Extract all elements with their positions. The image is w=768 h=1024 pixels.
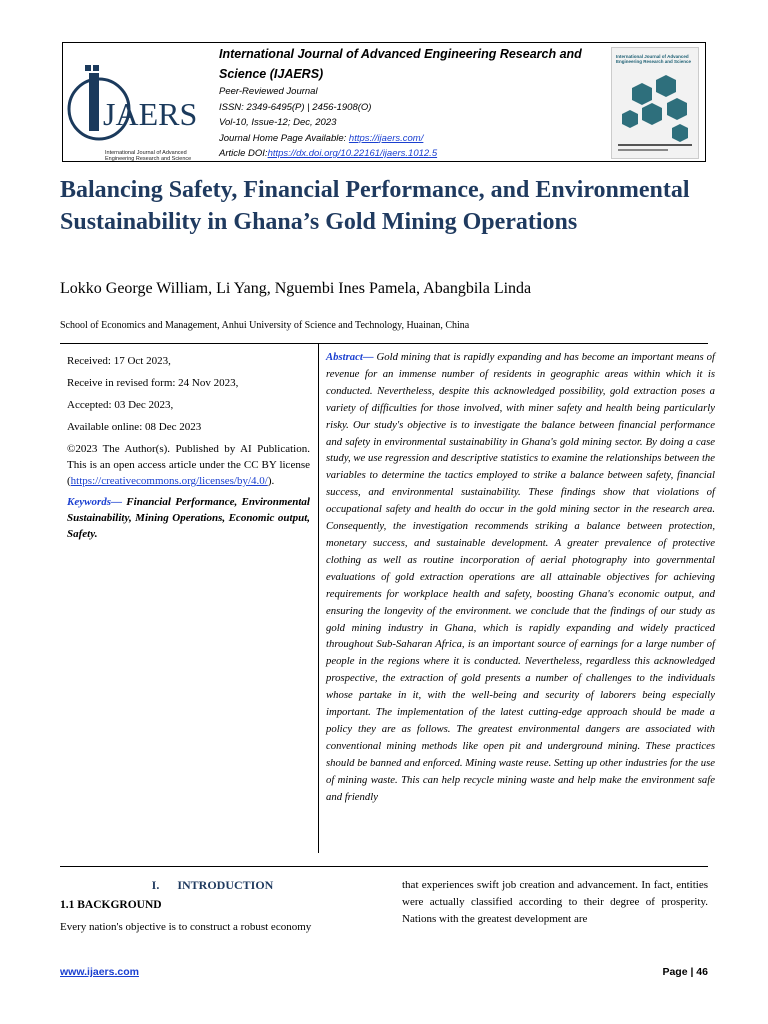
abstract bbox=[326, 349, 715, 805]
journal-title: International Journal of Advanced Engineering Research and Science (IJAERS) bbox=[219, 47, 582, 81]
homepage-line: Journal Home Page Available: https://ijaers.com/ bbox=[219, 132, 424, 144]
journal-cover-image bbox=[611, 47, 699, 159]
logo-subtitle: International Journal of Advanced Engineering Research and Science bbox=[105, 150, 192, 162]
column-divider bbox=[318, 343, 319, 853]
hexagon-cubes-icon bbox=[612, 48, 698, 158]
page-number: Page | 46 bbox=[662, 966, 708, 978]
cover-title: International Journal of Advanced Engineering Research and Science bbox=[616, 54, 692, 64]
abstract-label: Abstract— bbox=[326, 351, 374, 363]
license-link[interactable]: https://creativecommons.org/licenses/by/4.0/ bbox=[70, 475, 268, 487]
affiliation: School of Economics and Management, Anhui University of Science and Technology, Huainan, China bbox=[60, 320, 470, 331]
keywords bbox=[67, 494, 310, 542]
ijaers-logo-icon bbox=[65, 63, 215, 143]
keywords-text: Financial Performance, Environmental Sustainability, Mining Operations, Economic output, Safety. bbox=[67, 496, 310, 540]
article-info bbox=[67, 350, 310, 542]
footer-website-link[interactable]: www.ijaers.com bbox=[60, 966, 139, 978]
online-date: Available online: 08 Dec 2023 bbox=[67, 421, 202, 433]
author-list: Lokko George William, Li Yang, Nguembi Ines Pamela, Abangbila Linda bbox=[60, 280, 532, 297]
issn: ISSN: 2349-6495(P) | 2456-1908(O) bbox=[219, 101, 372, 113]
divider-bottom bbox=[60, 866, 708, 867]
body-text-right: that experiences swift job creation and advancement. In fact, entities were actually classified according to their degree of prosperity. Nations with the greatest development are bbox=[402, 879, 708, 925]
journal-logo bbox=[65, 63, 215, 162]
homepage-link[interactable]: https://ijaers.com/ bbox=[348, 132, 424, 144]
journal-header bbox=[62, 42, 706, 162]
doi-line: Article DOI:https://dx.doi.org/10.22161/ijaers.1012.5 bbox=[219, 148, 438, 159]
svg-text:JAERS: JAERS bbox=[103, 96, 198, 132]
article-dates bbox=[67, 350, 310, 438]
section-heading-introduction: I. INTRODUCTION bbox=[151, 878, 274, 892]
volume-issue: Vol-10, Issue-12; Dec, 2023 bbox=[219, 117, 337, 128]
revised-date: Receive in revised form: 24 Nov 2023, bbox=[67, 377, 239, 389]
body-text-left: Every nation's objective is to construct a robust economy bbox=[60, 921, 312, 933]
keywords-label: Keywords— bbox=[67, 496, 122, 508]
peer-reviewed: Peer-Reviewed Journal bbox=[219, 86, 318, 97]
accepted-date: Accepted: 03 Dec 2023, bbox=[67, 399, 174, 411]
divider-top bbox=[60, 343, 708, 344]
paper-title: Balancing Safety, Financial Performance, and Environmental Sustainability in Ghana’s Gold Mining Operations bbox=[60, 177, 690, 235]
abstract-text: Gold mining that is rapidly expanding and has become an important means of revenue for an immense number of residents in geographic areas within which it is conducted. Nevertheless, despite this acknowledged possibility, gold extraction poses a variety of difficulties for those involved, with miner safety and health being particularly risky. Our study's objective is to investigate the balance between financial performance and safety in environmental sustainability in Ghana's gold mining sector. By doing a case study, we use regression and descriptive statistics to examine the relationships between the variables to determine the tactics employed to strike a balance between safety, financial success, and environmental sustainability. These findings show that violations of occupational safety and health do occur in the gold mining sector in the research area. Consequently, the investigation recommends striking a balance between protection, monetary success, and sustainable development. A greater prevalence of protective clothing as well as routine incorporation of aerial photography into governmental evaluations of gold extraction operations are all attainable objectives for achieving requirements for workplace health and safety, boosting Ghana's economic output, and ensuring the longevity of the environment. we conclude that the findings of our study as gold mining industry in Ghana, which is rapidly expanding and widely practiced throughout Sub-Saharan Africa, is an important source of earnings for a large number of people in the regions where it is conducted. Nevertheless, regardless this acknowledged prospective, the extraction of gold presents a number of challenges to the individuals whose partake in it, with the well-being and security of laborers being especially important. The implementation of the latest cutting-edge approach should be made a policy they are as follows. The greatest environmental dangers are associated with conventional mining methods like open pit and underground mining. These practices should be banned and enforced. Mining waste reuse. Setting up other industries for the use of mining waste. This can help recycle mining waste and help make the environment safe and friendly bbox=[326, 351, 715, 803]
journal-info bbox=[219, 43, 619, 162]
doi-link[interactable]: https://dx.doi.org/10.22161/ijaers.1012.5 bbox=[267, 148, 438, 159]
license-statement: ©2023 The Author(s). Published by AI Publication. This is an open access article under the CC BY license (https://creativecommons.org/licenses/by/4.0/). bbox=[67, 443, 310, 487]
received-date: Received: 17 Oct 2023, bbox=[67, 355, 171, 367]
subsection-heading-background: 1.1 BACKGROUND bbox=[60, 899, 162, 911]
